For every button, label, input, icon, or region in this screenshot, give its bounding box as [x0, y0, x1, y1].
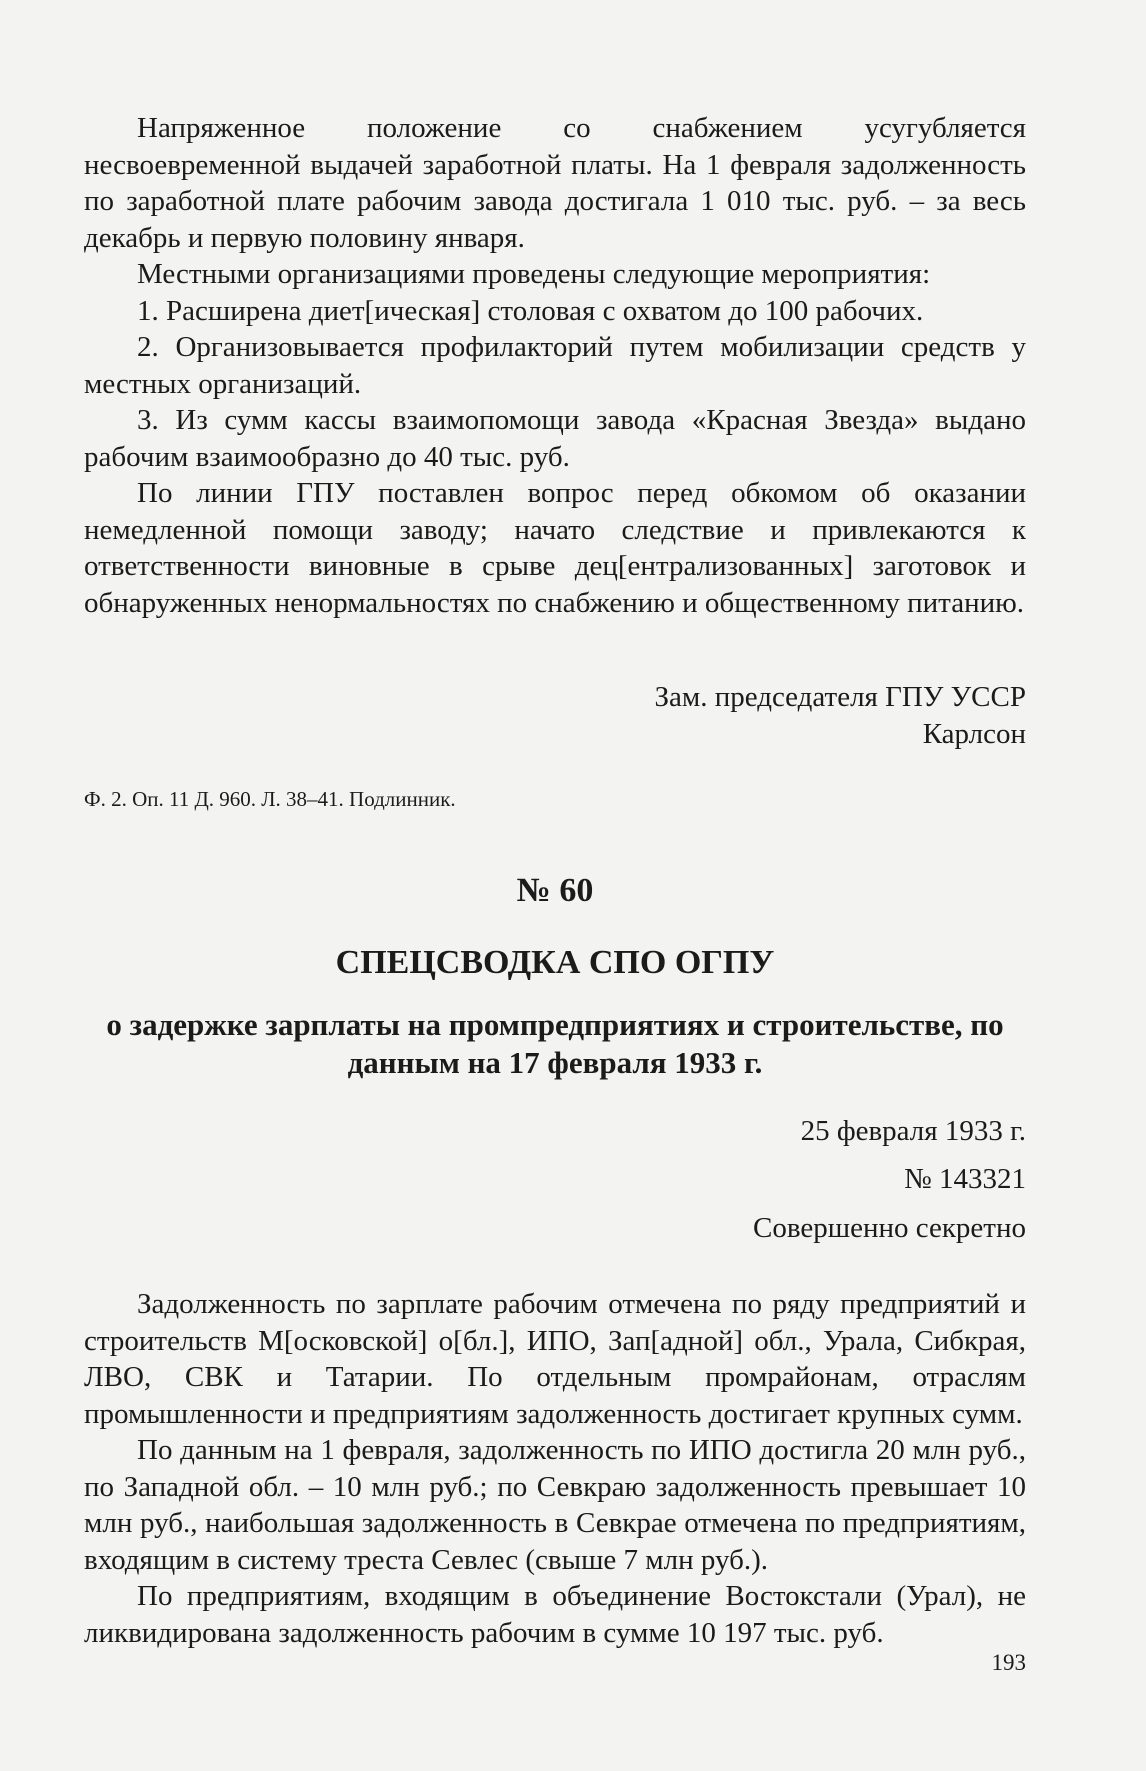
- signature-block: [84, 679, 1026, 752]
- paragraph: Напряженное положение со снабжением усугубляется несвоевременной выдачей заработной платы. На 1 февраля задолженность по заработной плате рабочим завода достигала 1 010 тыс. руб. – за весь декабрь и первую половину января.: [84, 112, 1026, 254]
- registration-number: № 143321: [904, 1163, 1026, 1196]
- page-number: 193: [991, 1650, 1026, 1675]
- paragraph: По линии ГПУ поставлен вопрос перед обкомом об оказании немедленной помощи заводу; начато следствие и привлекаются к ответственности виновные в срыве дец[ентрализованных] заготовок и обнаруженных ненормальностях по снабжению и общественному питанию.: [84, 477, 1026, 619]
- signature-position: Зам. председателя ГПУ УССР: [654, 681, 1026, 713]
- paragraph: Задолженность по зарплате рабочим отмечена по ряду предприятий и строительств М[осковской] о[бл.], ИПО, Зап[адной] обл., Урала, Сибкрая, ЛВО, СВК и Татарии. По отдельным промрайонам, отраслям промышленности и предприятиям задолженность достигает крупных сумм.: [84, 1288, 1026, 1430]
- document-number: № 60: [516, 872, 594, 909]
- document-date: 25 февраля 1933 г.: [800, 1114, 1026, 1147]
- paragraph: По предприятиям, входящим в объединение Востокстали (Урал), не ликвидирована задолженность рабочим в сумме 10 197 тыс. руб.: [84, 1580, 1026, 1649]
- document-page: [84, 110, 1026, 1730]
- paragraph: Местными организациями проведены следующие мероприятия:: [137, 258, 931, 290]
- paragraph: По данным на 1 февраля, задолженность по ИПО достигла 20 млн руб., по Западной обл. – 10 млн руб.; по Севкраю задолженность превышает 10 млн руб., наибольшая задолженность в Севкрае отмечена по предприятиям, входящим в систему треста Севлес (свыше 7 млн руб.).: [84, 1434, 1026, 1576]
- archival-source: Ф. 2. Оп. 11 Д. 960. Л. 38–41. Подлинник.: [84, 787, 456, 811]
- document-body: [84, 1286, 1026, 1651]
- list-item: 3. Из сумм кассы взаимопомощи завода «Красная Звезда» выдано рабочим взаимообразно до 40 тыс. руб.: [84, 404, 1026, 473]
- list-item: 1. Расширена диет[ическая] столовая с охватом до 100 рабочих.: [137, 294, 924, 327]
- list-item: 2. Организовывается профилакторий путем мобилизации средств у местных организаций.: [84, 331, 1026, 400]
- document-subtitle: о задержке зарплаты на промпредприятиях и строительстве, по данным на 17 февраля 1933 г.: [106, 1006, 1004, 1080]
- document-meta: [84, 1113, 1026, 1247]
- document-title: СПЕЦСВОДКА СПО ОГПУ: [335, 944, 775, 981]
- signature-name: Карлсон: [922, 717, 1026, 750]
- classification-stamp: Совершенно секретно: [753, 1211, 1026, 1244]
